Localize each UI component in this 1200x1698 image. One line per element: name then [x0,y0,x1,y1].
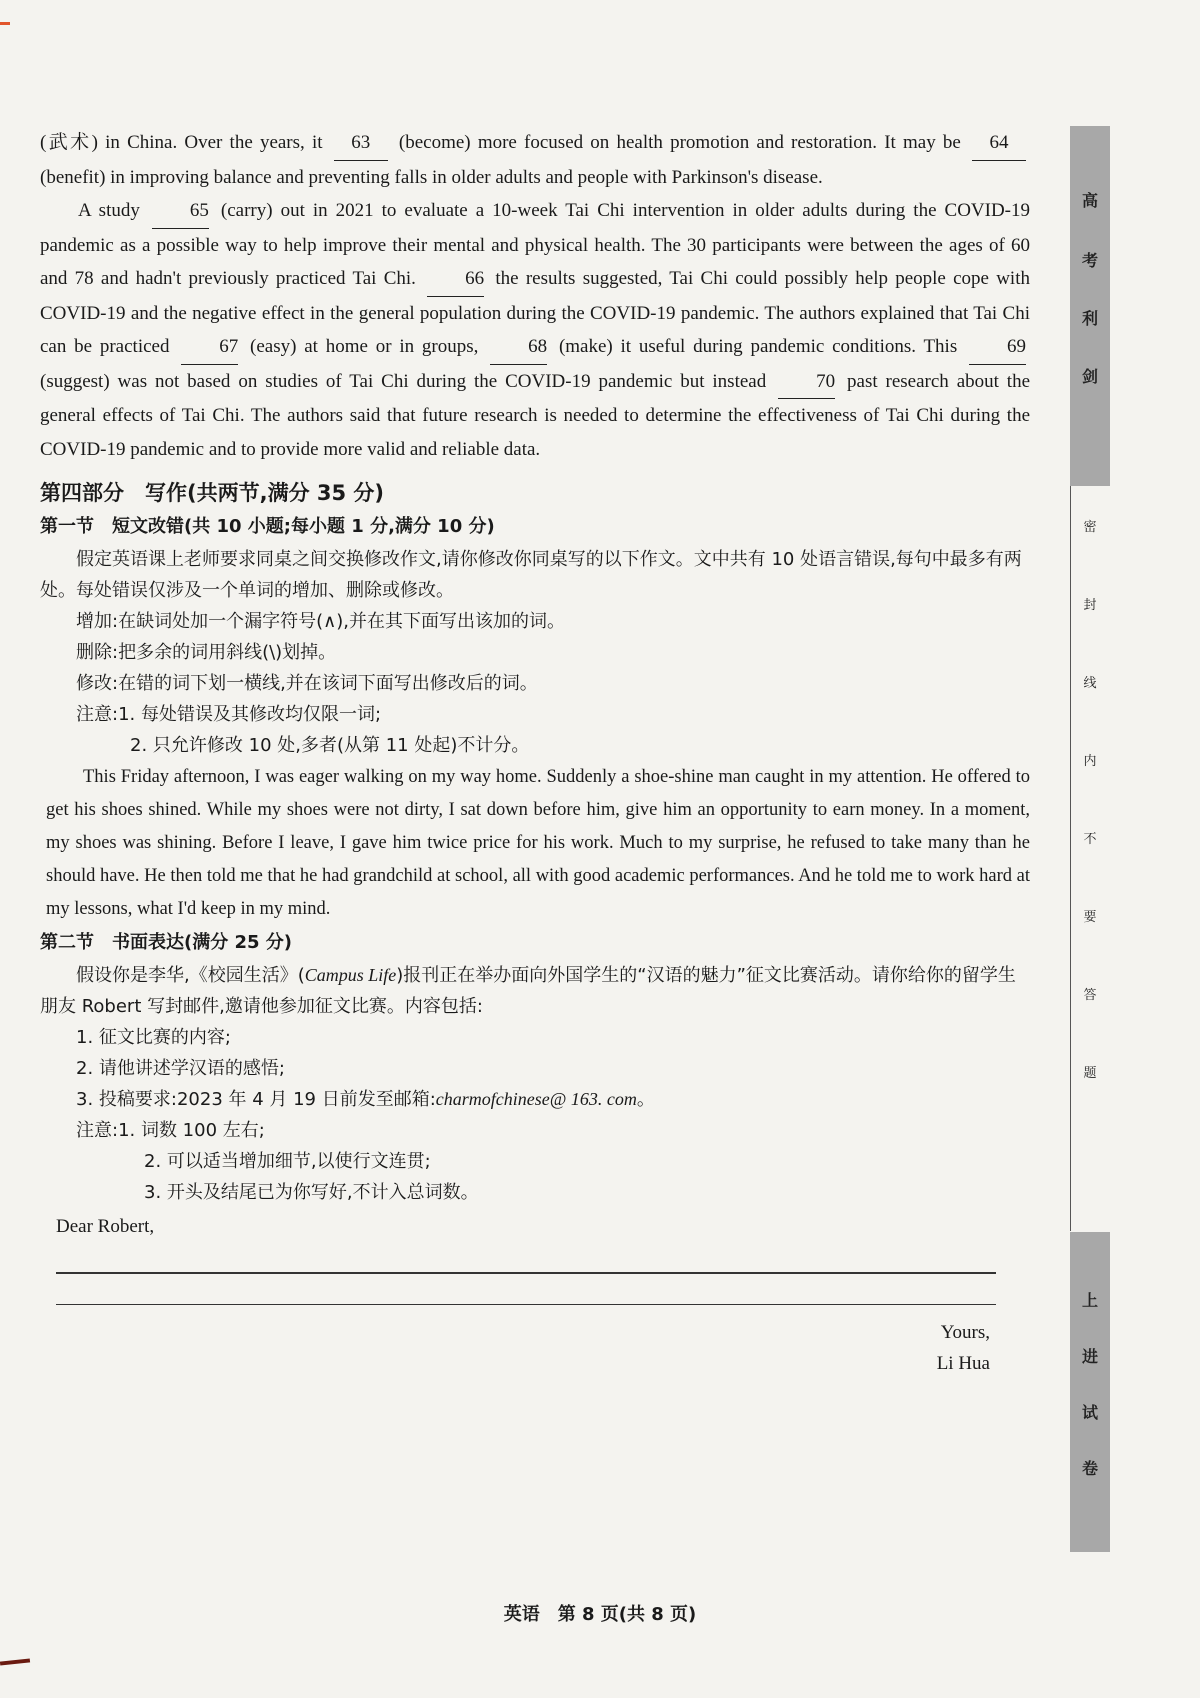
email-address: charmofchinese@ 163. com [435,1089,637,1109]
requirement-3: 3. 投稿要求:2023 年 4 月 19 日前发至邮箱:charmofchinese@ 163. com。 [76,1089,655,1110]
seal-line-char: 不 [1083,832,1097,847]
seal-line-char: 要 [1083,910,1097,925]
letter-closing: Yours, [940,1322,990,1343]
letter-signature: Li Hua [936,1353,990,1374]
blank-69: 69 [969,330,1026,365]
part4-title: 第四部分 写作(共两节,满分 35 分) [40,481,385,505]
seal-line-char: 内 [1083,754,1097,769]
page-content [40,126,1030,1379]
note-2: 2. 只允许修改 10 处,多者(从第 11 处起)不计分。 [130,735,530,756]
side-label-char: 高 [1081,191,1098,210]
side-label-char: 考 [1081,251,1098,270]
writing-note-3: 3. 开头及结尾已为你写好,不计入总词数。 [144,1182,479,1203]
blank-64: 64 [972,126,1026,161]
seal-line-char: 题 [1083,1066,1097,1081]
side-label-char: 剑 [1081,367,1098,386]
seal-line-char: 密 [1083,520,1097,535]
seal-line-char: 封 [1083,598,1097,613]
blank-67: 67 [181,330,238,365]
section2-title: 第二节 书面表达(满分 25 分) [40,932,293,953]
side-label-char: 进 [1081,1347,1098,1366]
blank-65: 65 [152,194,209,229]
section2-intro: 假设你是李华,《校园生活》(Campus Life)报刊正在举办面向外国学生的“汉语的魅力”征文比赛活动。请你给你的留学生朋友 Robert 写封邮件,邀请他参加征文比赛。内容包括: [40,965,1016,1017]
seal-line-char: 答 [1083,988,1097,1003]
side-label-char: 上 [1081,1291,1098,1310]
requirement-1: 1. 征文比赛的内容; [76,1027,231,1048]
page-footer: 英语 第 8 页(共 8 页) [503,1604,697,1625]
blank-63: 63 [334,126,388,161]
side-bottom-band [1070,1232,1110,1552]
note-1: 注意:1. 每处错误及其修改均仅限一词; [76,704,382,725]
seal-line-char: 线 [1083,676,1097,691]
writing-note-2: 2. 可以适当增加细节,以使行文连贯; [144,1151,431,1172]
scan-mark [0,1658,30,1665]
letter-greeting: Dear Robert, [56,1216,155,1237]
rule-modify: 修改:在错的词下划一横线,并在该词下面写出修改后的词。 [76,673,538,694]
scan-mark [0,22,10,25]
blank-68: 68 [490,330,547,365]
side-label-char: 卷 [1081,1459,1098,1478]
reading-paragraph-1: (武术) in China. Over the years, it 63 (become) more focused on health promotion and restoration. It may be 64 (benefit) in improving balance and preventing falls in older adults and people with Parkinson's disease. [40,126,1030,194]
side-margin-strip [1070,126,1110,1552]
error-correction-essay: This Friday afternoon, I was eager walking on my way home. Suddenly a shoe-shine man caught in my attention. He offered to get his shoes shined. While my shoes were not dirty, I sat down before him, give him an opportunity to earn money. In a moment, my shoes was shining. Before I leave, I gave him twice price for his work. Much to my surprise, he refused to take many than he should have. He then told me that he had grandchild at school, all with good academic performances. And he told me to work hard at my lessons, what I'd keep in my mind. [46,767,1030,919]
rule-delete: 删除:把多余的词用斜线(\)划掉。 [76,642,337,663]
side-label-char: 利 [1081,309,1098,328]
blank-70: 70 [778,365,835,400]
section1-title: 第一节 短文改错(共 10 小题;每小题 1 分,满分 10 分) [40,516,495,537]
side-label-char: 试 [1081,1403,1098,1422]
reading-paragraph-2: A study 65 (carry) out in 2021 to evaluate a 10-week Tai Chi intervention in older adults during the COVID-19 pandemic as a possible way to help improve their mental and physical health. The 30 participants were between the ages of 60 and 78 and hadn't previously practiced Tai Chi. 66 the results suggested, Tai Chi could possibly help people cope with COVID-19 and the negative effect in the general population during the COVID-19 pandemic. The authors explained that Tai Chi can be practiced 67 (easy) at home or in groups, 68 (make) it useful during pandemic conditions. This 69 (suggest) was not based on studies of Tai Chi during the COVID-19 pandemic but instead 70 past research about the general effects of Tai Chi. The authors said that future research is needed to determine the effectiveness of Tai Chi during the COVID-19 pandemic and to provide more valid and reliable data. [40,194,1030,466]
writing-note-1: 注意:1. 词数 100 左右; [76,1120,265,1141]
blank-66: 66 [427,262,484,297]
section1-intro: 假定英语课上老师要求同桌之间交换修改作文,请你修改你同桌写的以下作文。文中共有 10 处语言错误,每句中最多有两处。每处错误仅涉及一个单词的增加、删除或修改。 [40,549,1022,601]
rule-add: 增加:在缺词处加一个漏字符号(∧),并在其下面写出该加的词。 [76,611,566,632]
requirement-2: 2. 请他讲述学汉语的感悟; [76,1058,285,1079]
